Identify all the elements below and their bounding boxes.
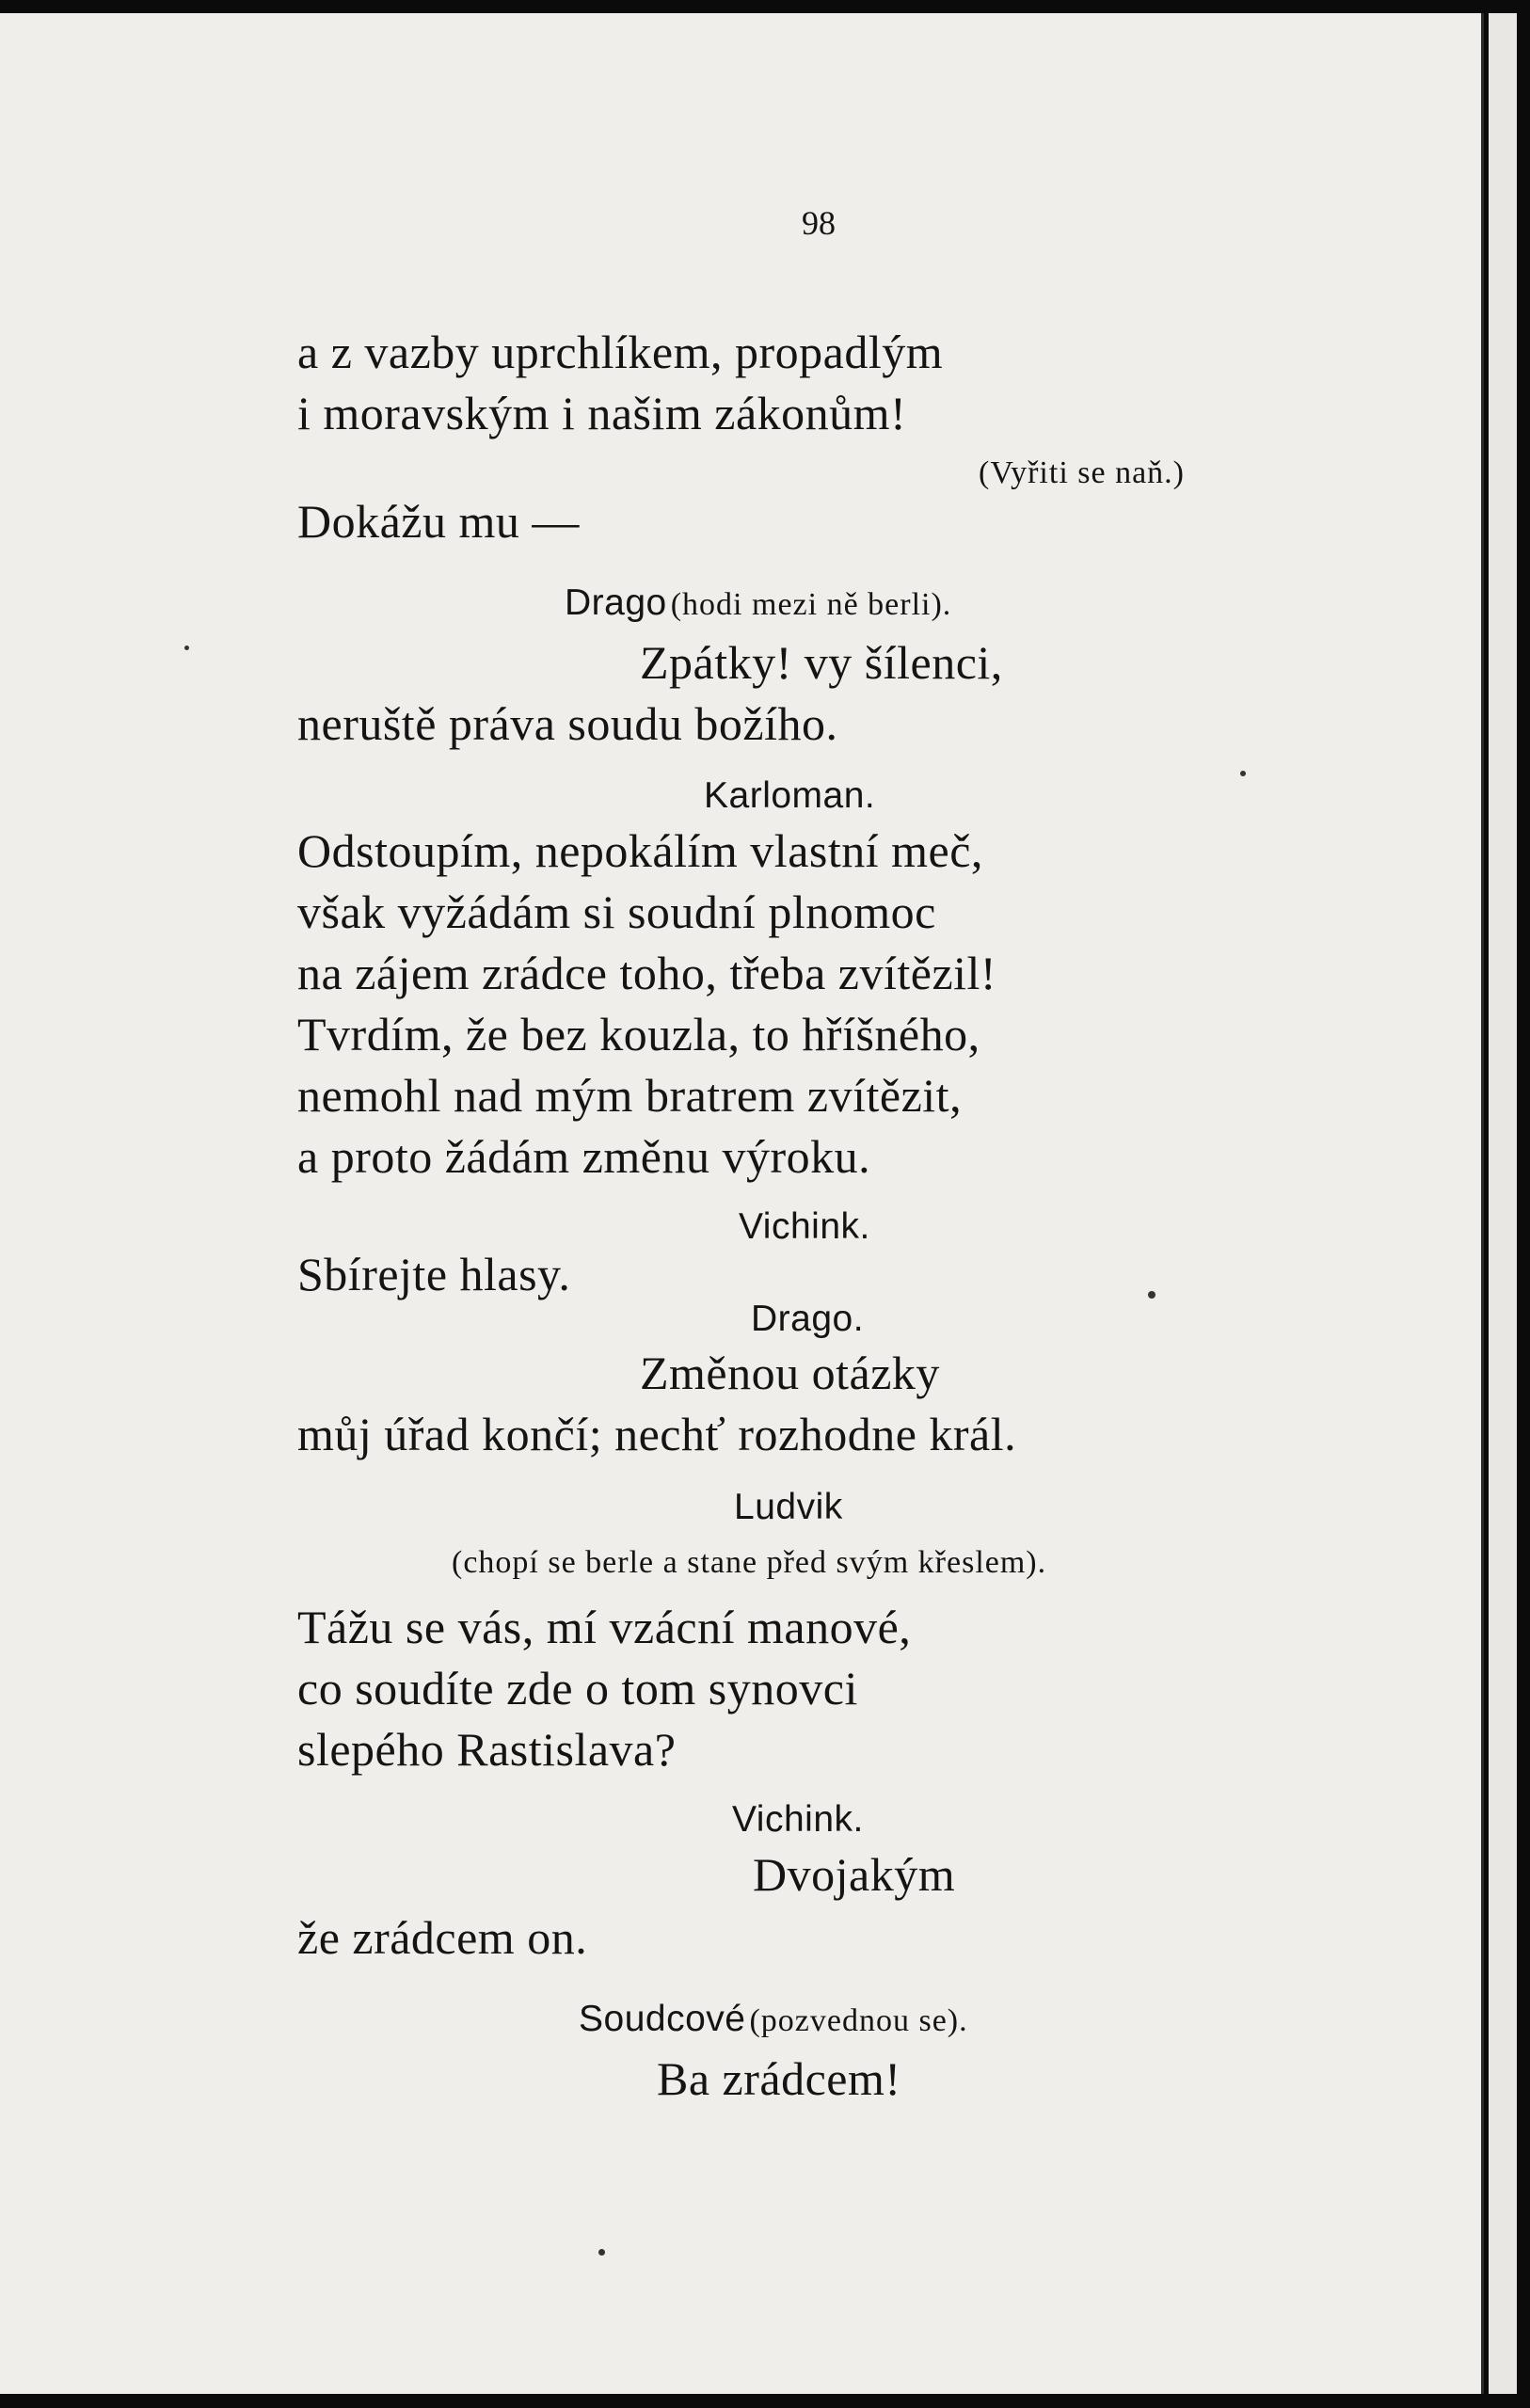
verse-line: i moravským i našim zákonům!	[297, 387, 907, 439]
verse-line: Změnou otázky	[640, 1347, 940, 1399]
speaker-heading	[565, 582, 951, 624]
verse-line: Sbírejte hlasy.	[297, 1248, 571, 1300]
verse-line: můj úřad končí; nechť rozhodne král.	[297, 1408, 1017, 1460]
ink-speck	[1148, 1291, 1155, 1299]
verse-line: Zpátky! vy šílenci,	[640, 636, 1003, 689]
stage-direction: (Vyřiti se naň.)	[979, 455, 1186, 490]
verse-line: však vyžádám si soudní plnomoc	[297, 885, 936, 938]
stage-direction: (chopí se berle a stane před svým křeslem).	[452, 1545, 1047, 1580]
stage-direction: (pozvednou se).	[749, 2003, 968, 2038]
verse-line: a proto žádám změnu výroku.	[297, 1130, 871, 1183]
verse-line: a z vazby uprchlíkem, propadlým	[297, 326, 944, 378]
verse-line: Dokážu mu —	[297, 495, 580, 548]
verse-line: Tvrdím, že bez kouzla, to hříšného,	[297, 1008, 980, 1060]
verse-line: neruště práva soudu božího.	[297, 697, 838, 750]
verse-line: Ba zrádcem!	[657, 2052, 901, 2105]
verse-line: Tážu se vás, mí vzácní manové,	[297, 1601, 912, 1653]
speaker-name: Soudcové	[579, 1999, 746, 2039]
ink-speck	[184, 646, 189, 650]
stage-direction: (hodi mezi ně berli).	[670, 587, 952, 622]
speaker-heading	[579, 1999, 968, 2040]
verse-line: že zrádcem on.	[297, 1911, 588, 1964]
ink-speck	[598, 2249, 605, 2256]
speaker-name: Ludvik	[734, 1487, 843, 1527]
speaker-name: Drago.	[751, 1299, 865, 1339]
book-page	[0, 13, 1484, 2394]
verse-line: nemohl nad mým bratrem zvítězit,	[297, 1069, 963, 1122]
page-number: 98	[802, 204, 836, 242]
adjacent-page-edge	[1489, 13, 1517, 2394]
speaker-name: Vichink.	[739, 1206, 870, 1247]
verse-line: Odstoupím, nepokálím vlastní meč,	[297, 824, 983, 877]
verse-line: slepého Rastislava?	[297, 1723, 677, 1776]
ink-speck	[1240, 771, 1246, 776]
speaker-name: Karloman.	[704, 775, 876, 816]
verse-line: Dvojakým	[753, 1848, 956, 1901]
speaker-name: Vichink.	[732, 1799, 864, 1840]
verse-line: na zájem zrádce toho, třeba zvítězil!	[297, 947, 997, 999]
speaker-name: Drago	[565, 582, 667, 623]
verse-line: co soudíte zde o tom synovci	[297, 1662, 858, 1714]
